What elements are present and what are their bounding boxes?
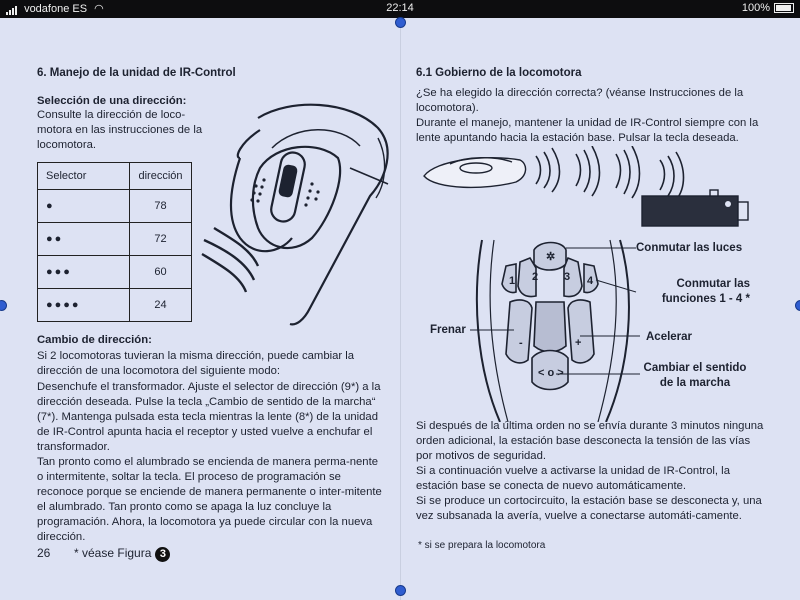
battery-icon [774,3,794,13]
table-row [38,190,192,223]
table-row [38,289,192,322]
key-3-label: 3 [564,271,571,283]
brake-key-label: - [519,337,523,349]
key-4-label: 4 [587,275,594,287]
table-row [38,256,192,289]
clock: 22:14 [386,2,414,14]
left-footnote: * véase Figura 3 [74,546,170,562]
selector-dots: ●●●● [38,289,130,322]
key-2-label: 2 [532,271,539,283]
table-row [38,223,192,256]
address-value: 24 [130,289,192,322]
intro-paragraph-1: ¿Se ha elegido la dirección correcta? (véanse Instrucciones de la locomotora). [416,87,744,114]
table-header-row [38,163,192,190]
selector-dots: ● [38,190,130,223]
address-value: 60 [130,256,192,289]
bottom-scrub-handle[interactable] [395,585,406,596]
battery: 100% [742,2,794,14]
selection-text: Consulte la dirección de loco-motora en las instrucciones de la locomotora. [37,109,203,151]
change-paragraph-1: Si 2 locomotoras tuvieran la misma dirección, puede cambiar la dirección de una locomotora del siguiente modo: [37,350,355,377]
label-brake: Frenar [430,324,466,336]
label-direction: Cambiar el sentido de la marcha [643,362,747,389]
accelerate-key-label: + [575,337,582,349]
change-heading: Cambio de dirección: [37,334,152,346]
selector-dots: ●●● [38,256,130,289]
light-bulb-icon: ✲ [546,251,556,263]
left-section-title: 6. Manejo de la unidad de IR-Control [37,67,236,79]
body-paragraph-3: Si se produce un cortocircuito, la estación base se desconecta y, una vez subsanada la avería, vuelve a conectarse automáti-camente. [416,495,762,522]
address-value: 72 [130,223,192,256]
body-paragraph-1: Si después de la última orden no se envía durante 3 minutos ninguna orden adicional, la estación base desconecta la tensión de las vías por motivos de seguridad. [416,420,764,462]
label-functions: Conmutar las funciones 1 - 4 * [661,278,750,305]
table-header-direction: dirección [130,163,192,190]
status-bar [0,0,800,18]
carrier: vodafone ES ◠ [6,2,104,15]
remote-selector-illustration [200,88,396,333]
ir-transmission-illustration [416,146,756,232]
intro-paragraph-2: Durante el manejo, mantener la unidad de IR-Control siempre con la lente apuntando hacia la estación base. Pulsar la tecla deseada. [416,117,759,144]
table-header-selector: Selector [38,163,130,190]
page-number: 26 [37,546,51,560]
label-lights: Conmutar las luces [636,242,743,254]
right-section-title: 6.1 Gobierno de la locomotora [416,67,582,79]
right-footnote: * si se prepara la locomotora [418,540,546,551]
direction-change-icon: < o > [538,367,564,379]
address-value: 78 [130,190,192,223]
callout-lines [470,236,640,422]
selection-heading: Selección de una dirección: [37,95,187,107]
wifi-icon: ◠ [94,3,104,15]
body-paragraph-2: Si a continuación vuelve a activarse la unidad de IR-Control, la estación base se conecta de nuevo automáticamente. [416,465,730,492]
change-paragraph-2: Desenchufe el transformador. Ajuste el selector de dirección (9*) a la dirección deseada. Pulse la tecla „Cambio de sentido de la marcha“ (7*). Mantenga pulsada esta tecla mientras la lente (8*) de la unidad de IR-Control apunta hacia el receptor y usted vuelve a enchufar el transformador. [37,381,381,453]
top-scrub-handle[interactable] [395,17,406,28]
selector-table [37,162,192,322]
key-1-label: 1 [509,275,516,287]
label-accelerate: Acelerar [646,331,693,343]
page-spine [400,18,401,600]
selector-dots: ●● [38,223,130,256]
right-page-handle[interactable] [795,300,800,311]
change-paragraph-3: Tan pronto como el alumbrado se encienda de manera perma-nente o intermitente, soltar la tecla. El proceso de programación se reconoce porque se enciende de manera permanente o inter-mitente el alumbrado. Tan pronto como se apaga la luz concluye la programación. Ahora, la locomotora ya puede circular con la nueva dirección. [37,456,382,543]
figure-badge: 3 [155,547,170,562]
